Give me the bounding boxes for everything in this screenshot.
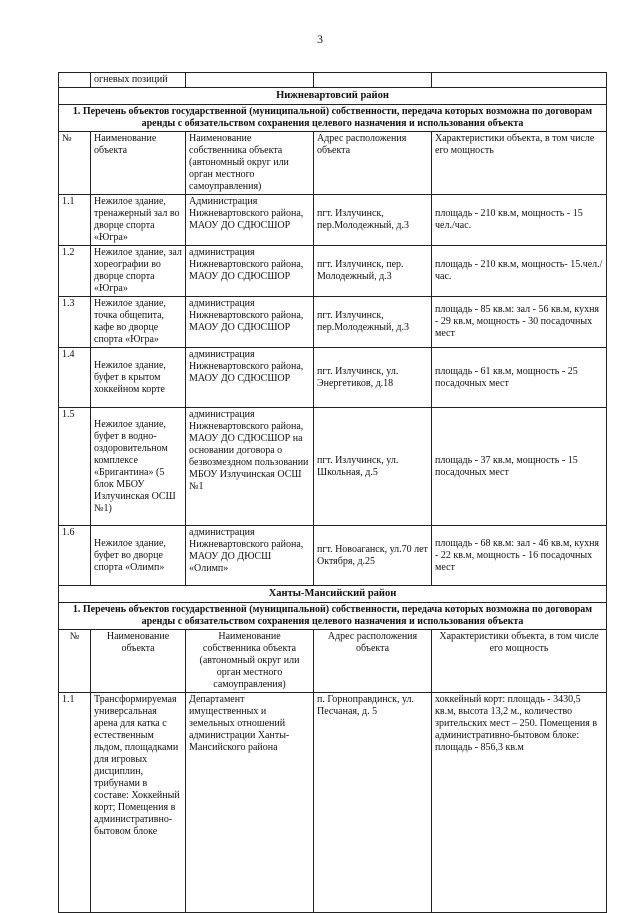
row-number: 1.4 xyxy=(59,348,91,408)
column-header: Адрес расположения объекта xyxy=(314,630,432,693)
characteristics: площадь - 210 кв.м, мощность- 15.чел./час. xyxy=(432,246,607,297)
column-header: № xyxy=(59,132,91,195)
object-name: Нежилое здание, буфет в крытом хоккейном корте xyxy=(91,348,186,408)
table-row xyxy=(59,246,607,297)
page-number: 3 xyxy=(317,32,323,46)
address: пгт. Новоаганск, ул.70 лет Октября, д.25 xyxy=(314,526,432,586)
column-header: № xyxy=(59,630,91,693)
characteristics: площадь - 37 кв.м, мощность - 15 посадочных мест xyxy=(432,408,607,526)
list-title: 1. Перечень объектов государственной (муниципальной) собственности, передача которых возможна по договорам аренды с обязательством сохранения целевого назначения и использования объекта xyxy=(59,603,607,630)
column-header: Наименование объекта xyxy=(91,630,186,693)
row-number: 1.5 xyxy=(59,408,91,526)
address: пгт. Излучинск, пер. Молодежный, д.3 xyxy=(314,246,432,297)
owner-name: администрация Нижневартовского района, МАОУ ДО СДЮСШОР xyxy=(186,348,314,408)
characteristics: площадь - 68 кв.м: зал - 46 кв.м, кухня - 22 кв.м, мощность - 16 посадочных мест xyxy=(432,526,607,586)
object-name: Нежилое здание, зал хореографии во дворце спорта «Югра» xyxy=(91,246,186,297)
owner-name: администрация Нижневартовского района, МАОУ ДО СДЮСШОР на основании договора о безвозмездном пользовании МБОУ Излучинская ОСШ №1 xyxy=(186,408,314,526)
column-header: Наименование собственника объекта (автономный округ или орган местного самоуправления) xyxy=(186,132,314,195)
owner-name: администрация Нижневартовского района, МАОУ ДО СДЮСШОР xyxy=(186,246,314,297)
header-row xyxy=(59,630,607,693)
object-name: Нежилое здание, буфет в водно-оздоровительном комплексе «Бригантина» (5 блок МБОУ Излучинская ОСШ №1) xyxy=(91,408,186,526)
owner-name: администрация Нижневартовского района, МАОУ ДО СДЮСШОР xyxy=(186,297,314,348)
row-number: 1.3 xyxy=(59,297,91,348)
top-row-text: огневых позиций xyxy=(91,73,186,88)
object-name: Нежилое здание, точка общепита, кафе во дворце спорта «Югра» xyxy=(91,297,186,348)
row-number: 1.1 xyxy=(59,693,91,913)
owner-name: Администрация Нижневартовского района, МАОУ ДО СДЮСШОР xyxy=(186,195,314,246)
region-title: Ханты-Мансийский район xyxy=(59,586,607,603)
address: пгт. Излучинск, пер.Молодежный, д.3 xyxy=(314,195,432,246)
row-number: 1.1 xyxy=(59,195,91,246)
characteristics: площадь - 210 кв.м, мощность - 15 чел./час. xyxy=(432,195,607,246)
region-title: Нижневартовсий район xyxy=(59,88,607,105)
owner-name: администрация Нижневартовского района, МАОУ ДО ДЮСШ «Олимп» xyxy=(186,526,314,586)
table-row xyxy=(59,195,607,246)
column-header: Адрес расположения объекта xyxy=(314,132,432,195)
characteristics: площадь - 85 кв.м: зал - 56 кв.м, кухня - 29 кв.м, мощность - 30 посадочных мест xyxy=(432,297,607,348)
table-row xyxy=(59,693,607,913)
row-number: 1.2 xyxy=(59,246,91,297)
characteristics: хоккейный корт: площадь - 3430,5 кв.м, высота 13,2 м., количество зрительских мест – 250. Помещения в административно-бытовом блоке: площадь - 856,3 кв.м xyxy=(432,693,607,913)
object-name: Нежилое здание, тренажерный зал во дворце спорта «Югра» xyxy=(91,195,186,246)
header-row xyxy=(59,132,607,195)
owner-name: Департамент имущественных и земельных отношений администрации Ханты-Мансийского района xyxy=(186,693,314,913)
characteristics: площадь - 61 кв.м, мощность - 25 посадочных мест xyxy=(432,348,607,408)
objects-table xyxy=(58,72,607,913)
top-row xyxy=(59,73,607,88)
column-header: Характеристики объекта, в том числе его мощность xyxy=(432,630,607,693)
row-number: 1.6 xyxy=(59,526,91,586)
list-title: 1. Перечень объектов государственной (муниципальной) собственности, передача которых возможна по договорам аренды с обязательством сохранения целевого назначения и использования объекта xyxy=(59,105,607,132)
address: пгт. Излучинск, пер.Молодежный, д.3 xyxy=(314,297,432,348)
table-row xyxy=(59,297,607,348)
column-header: Наименование объекта xyxy=(91,132,186,195)
object-name: Трансформируемая универсальная арена для катка с естественным льдом, площадками для игровых дисциплин, трибунами в составе: Хоккейный корт; Помещения в административно-бытовом блоке xyxy=(91,693,186,913)
address: пгт. Излучинск, ул. Энергетиков, д.18 xyxy=(314,348,432,408)
table-row xyxy=(59,348,607,408)
column-header: Наименование собственника объекта (автономный округ или орган местного самоуправления) xyxy=(186,630,314,693)
table-row xyxy=(59,526,607,586)
address: пгт. Излучинск, ул. Школьная, д.5 xyxy=(314,408,432,526)
address: п. Горноправдинск, ул. Песчаная, д. 5 xyxy=(314,693,432,913)
object-name: Нежилое здание, буфет во дворце спорта «Олимп» xyxy=(91,526,186,586)
table-row xyxy=(59,408,607,526)
column-header: Характеристики объекта, в том числе его мощность xyxy=(432,132,607,195)
